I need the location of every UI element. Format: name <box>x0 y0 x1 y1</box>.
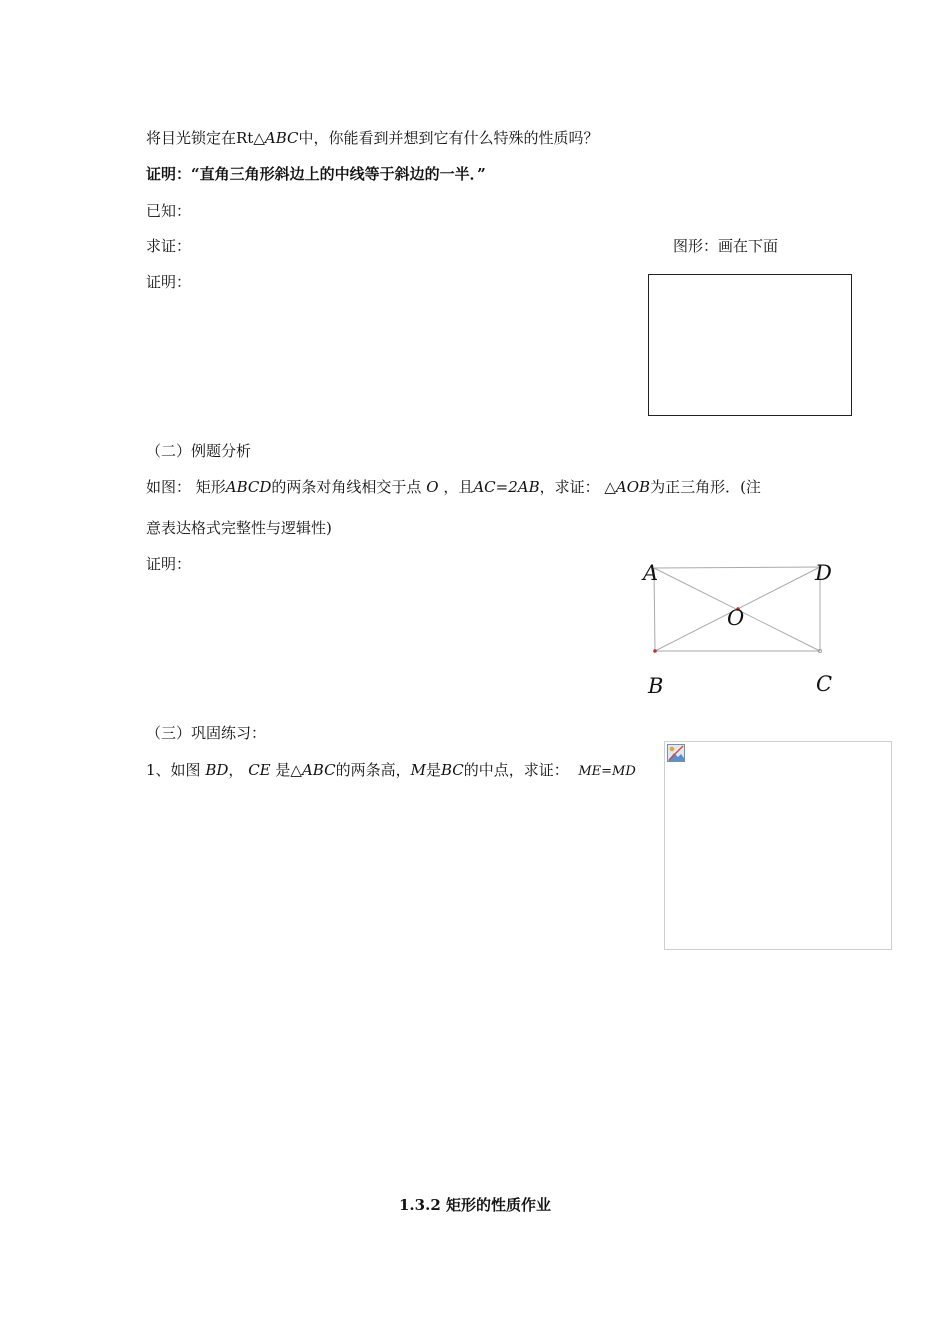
figure-label: 图形：画在下面 <box>673 237 779 255</box>
side-ad <box>654 567 820 568</box>
proof-title: 证明：“直角三角形斜边上的中线等于斜边的一半．” <box>146 165 486 183</box>
example-proof-label: 证明： <box>146 555 192 573</box>
prove-label: 求证： <box>146 237 192 255</box>
label-c: C <box>816 672 833 696</box>
label-d: D <box>815 561 832 585</box>
example-line-1: 如图： 矩形ABCD的两条对角线相交于点 O ，且AC=2AB，求证： △AOB为正三角形．(注 <box>146 478 761 496</box>
image-placeholder <box>664 741 892 950</box>
intro-line: 将目光锁定在Rt△ABC中，你能看到并想到它有什么特殊的性质吗？ <box>146 129 599 147</box>
section2-heading: （二）例题分析 <box>146 442 252 460</box>
example-line-2: 意表达格式完整性与逻辑性) <box>146 519 332 537</box>
given-label: 已知： <box>146 202 192 220</box>
exercise-1: 1、如图 BD， CE 是△ABC的两条高，M是BC的中点，求证： ME=MD <box>146 761 636 779</box>
label-a: A <box>643 561 659 585</box>
proof-label: 证明： <box>146 273 192 291</box>
homework-title: 1.3.2 矩形的性质作业 <box>399 1196 551 1214</box>
section3-heading: （三）巩固练习： <box>146 724 267 742</box>
label-b: B <box>648 674 664 698</box>
point-b <box>653 649 657 653</box>
label-o: O <box>727 606 745 630</box>
broken-image-icon <box>667 744 685 762</box>
drawing-box <box>648 274 852 416</box>
